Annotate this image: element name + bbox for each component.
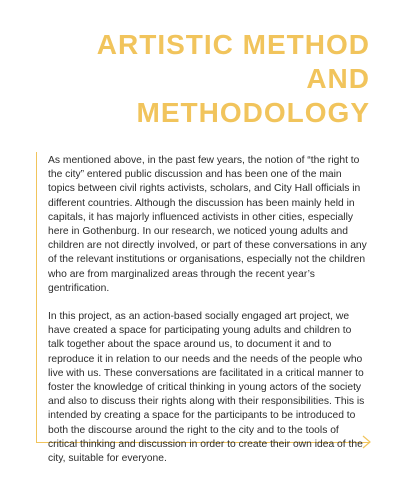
title-line-2: AND <box>306 63 370 94</box>
frame-left-line <box>36 152 37 442</box>
paragraph-2: In this project, as an action-based socially engaged art project, we have created a space for participating young adults and children to talk together about the space around us, to document it and to reproduce it in relation to our needs and the needs of the people who live with us. These conversations are facilitated in a critical manner to foster the knowledge of critical thinking in young actors of the society and also to discuss their rights along with their responsibilities. This is intended by creating a space for the participants to be introduced to both the discourse around the right to the city and to the tools of critical thinking and discussion in order to create their own idea of the city, suitable for everyone. <box>48 311 365 465</box>
body-text <box>48 154 368 480</box>
page-title <box>97 28 370 130</box>
paragraph-1: As mentioned above, in the past few years, the notion of “the right to the city” entered public discussion and has been one of the main topics between civil rights activists, scholars, and City Hall officials in different countries. Although the discussion has been mainly held in capitals, it has majorly influenced activists in other cities, especially here in Gothenburg. In our research, we noticed young adults and children are not directly involved, or part of these conversations in any of the relevant institutions or organisations, especially not the children who are from marginalized areas through the recent year’s gentrification. <box>48 155 367 294</box>
title-line-3: METHODOLOGY <box>136 97 370 128</box>
title-line-1: ARTISTIC METHOD <box>96 29 370 60</box>
